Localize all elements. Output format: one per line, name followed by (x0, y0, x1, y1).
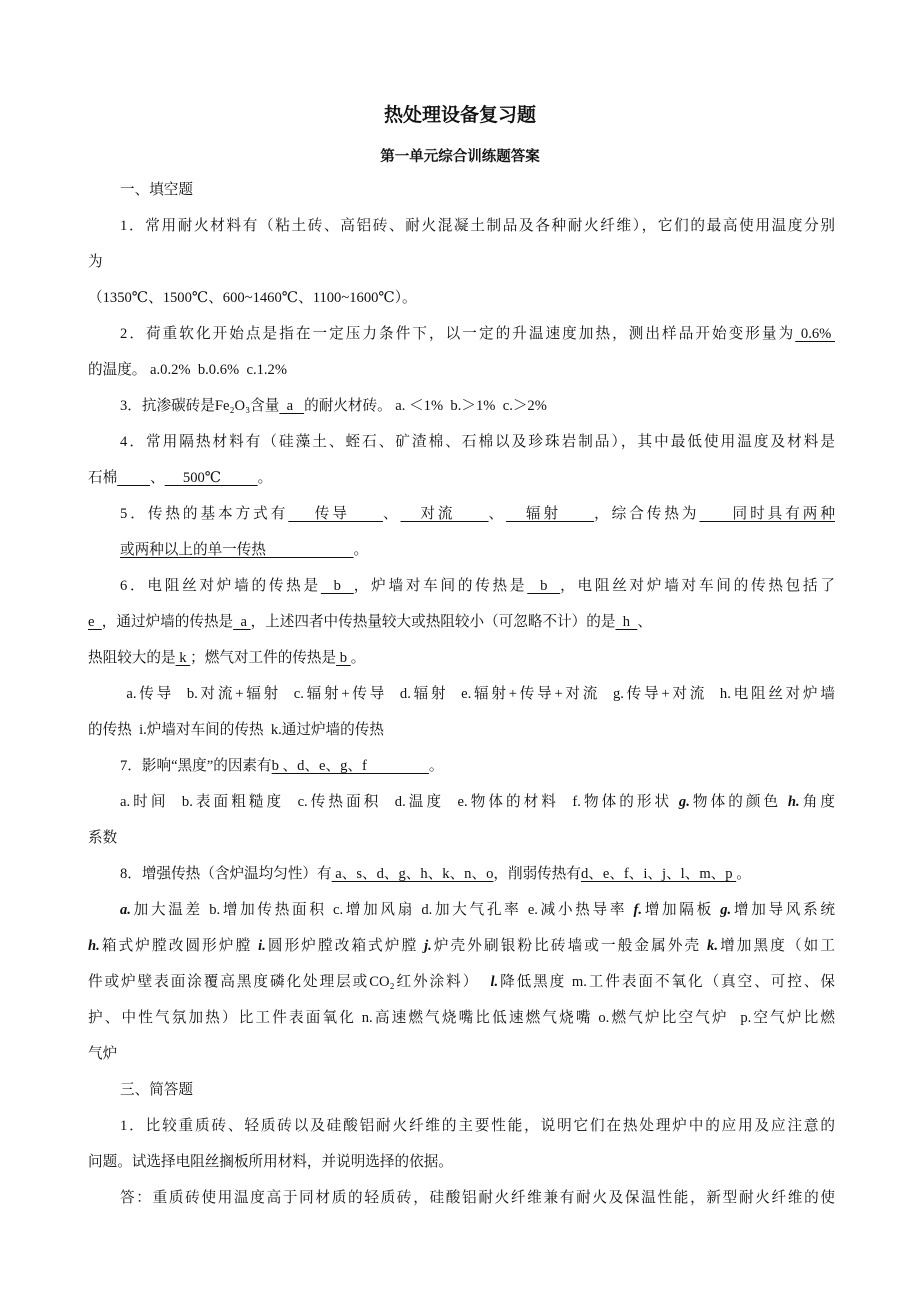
option-label: k. (707, 938, 718, 954)
text-line (88, 1072, 835, 1108)
text-run: 8．增强传热（含炉温均匀性）有 (120, 866, 332, 882)
text-run: 1．比较重质砖、轻质砖以及硅酸铝耐火纤维的主要性能，说明它们在热处理炉中的应用及应注意的 (120, 1118, 835, 1134)
text-line (88, 568, 835, 604)
text-run: ，削弱传热有 (493, 866, 581, 882)
answer-blank: b (336, 650, 351, 666)
answer-blank: 对流 (400, 506, 489, 522)
text-run: （1350℃、1500℃、600~1460℃、1100~1600℃）。 (88, 290, 417, 306)
text-run: 。 (736, 866, 751, 882)
text-run: ，综合传热为 (594, 506, 700, 522)
text-run: 降低黑度 m.工件表面不氧化（真空、可控、保 (498, 974, 835, 990)
answer-blank: e (88, 614, 102, 630)
text-run: 的温度。 a.0.2% b.0.6% c.1.2% (88, 362, 288, 378)
text-line (88, 1108, 835, 1144)
text-line (88, 964, 835, 1000)
answer-blank: 辐射 (506, 506, 595, 522)
text-run: 的耐火材砖。 a. ＜1% b.＞1% c.＞2% (304, 398, 547, 414)
text-run: 、 (150, 470, 165, 486)
text-run: 、 (488, 506, 507, 522)
answer-blank: a (279, 398, 305, 414)
text-run: 系数 (88, 830, 118, 846)
text-run: 热阻较大的是 (88, 650, 176, 666)
answer-blank: 0.6% (795, 326, 835, 342)
text-run: 一、填空题 (120, 182, 193, 198)
answer-blank: b 、d、e、g、f (271, 758, 429, 774)
text-line (88, 208, 835, 244)
answer-blank: 同时具有两种 (699, 506, 835, 522)
text-line (88, 676, 835, 712)
text-run: 5．传热的基本方式有 (120, 506, 289, 522)
text-run: 、 (637, 614, 652, 630)
option-label: h. (88, 938, 100, 954)
text-run: 4．常用隔热材料有（硅藻土、蛭石、矿渣棉、石棉以及珍珠岩制品），其中最低使用温度及材料是 (120, 434, 835, 450)
option-label: h. (787, 794, 800, 810)
text-run: ；燃气对工件的传热是 (190, 650, 337, 666)
text-line (88, 460, 835, 496)
text-line (88, 424, 835, 460)
text-line (88, 784, 835, 820)
text-run: 。 (428, 758, 444, 774)
document-title: 热处理设备复习题 (383, 105, 536, 126)
option-label: j. (424, 938, 432, 954)
text-run: 三、简答题 (120, 1082, 193, 1098)
text-run: 圆形炉膛改箱式炉膛 (265, 938, 425, 954)
text-line (88, 640, 835, 676)
text-run: 1．常用耐火材料有（粘土砖、高铝砖、耐火混凝土制品及各种耐火纤维），它们的最高使用温度分别 (120, 218, 835, 234)
answer-blank: 传导 (288, 506, 383, 522)
text-run: ，炉墙对车间的传热是 (353, 578, 528, 594)
text-line (88, 316, 835, 352)
answer-blank: 500℃ (164, 470, 258, 486)
text-line (88, 352, 835, 388)
text-run: 6．电阻丝对炉墙的传热是 (120, 578, 321, 594)
text-run: a.传导 b.对流+辐射 c.辐射+传导 d.辐射 e.辐射+传导+对流 g.传导+对流 h.电阻丝对炉墙 (120, 686, 835, 702)
text-line (88, 244, 835, 280)
option-label: a. (120, 902, 131, 918)
text-line (88, 820, 835, 856)
text-run: 物体的颜色 (689, 794, 788, 810)
text-run: 2．荷重软化开始点是指在一定压力条件下，以一定的升温速度加热，测出样品开始变形量为 (120, 326, 796, 342)
text-line (88, 748, 835, 784)
text-run: 7．影响“黑度”的因素有 (120, 758, 272, 774)
text-line (88, 856, 835, 892)
option-label: f. (633, 902, 642, 918)
text-line (88, 1180, 835, 1216)
option-label: g. (720, 902, 732, 918)
text-run: 加大温差 b.增加传热面积 c.增加风扇 d.加大气孔率 e.减小热导率 (130, 902, 634, 918)
text-run: 石棉 (88, 470, 118, 486)
text-line (88, 1036, 835, 1072)
text-run: 气炉 (88, 1046, 118, 1062)
text-line (88, 388, 835, 424)
text-line (88, 496, 835, 532)
answer-blank: h (615, 614, 638, 630)
text-line (88, 172, 835, 208)
answer-blank: d、e、f、i、j、l、m、p (580, 866, 737, 882)
text-run: 增加导风系统 (731, 902, 835, 918)
text-line (88, 280, 835, 316)
text-line (88, 1144, 835, 1180)
document-subtitle: 第一单元综合训练题答案 (380, 149, 540, 165)
text-run: ，电阻丝对炉墙对车间的传热包括了 (560, 578, 835, 594)
text-run: 箱式炉膛改圆形炉膛 (99, 938, 259, 954)
answer-blank: 或两种以上的单一传热 (120, 542, 354, 558)
text-run: 、 (382, 506, 401, 522)
option-label: l. (490, 974, 499, 990)
answer-blank: b (320, 578, 354, 594)
text-line (88, 1000, 835, 1036)
text-run: 答：重质砖使用温度高于同材质的轻质砖，硅酸铝耐火纤维兼有耐火及保温性能，新型耐火纤维的使 (120, 1190, 835, 1206)
text-run: 为 (88, 254, 103, 270)
text-run: 件或炉壁表面涂覆高黑度磷化处理层或CO₂红外涂料） (88, 974, 491, 990)
text-run: 问题。试选择电阻丝搁板所用材料，并说明选择的依据。 (88, 1154, 453, 1170)
text-line (88, 604, 835, 640)
text-run: 。 (257, 470, 273, 486)
text-run: 增加黑度（如工 (718, 938, 835, 954)
text-line (88, 532, 835, 568)
text-run: 的传热 i.炉墙对车间的传热 k.通过炉墙的传热 (88, 722, 384, 738)
text-run: 增加隔板 (642, 902, 721, 918)
text-run: 。 (350, 650, 366, 666)
text-run: 。 (353, 542, 369, 558)
text-run: 角度 (799, 794, 835, 810)
text-run: ，上述四者中传热量较大或热阻较小（可忽略不计）的是 (250, 614, 616, 630)
answer-blank: a (233, 614, 251, 630)
answer-blank: b (527, 578, 561, 594)
answer-blank (117, 470, 150, 486)
text-run: 炉壳外刷银粉比砖墙或一般金属外壳 (431, 938, 708, 954)
text-line (88, 712, 835, 748)
option-label: g. (678, 794, 690, 810)
text-run: 护、中性气氛加热）比工件表面氧化 n.高速燃气烧嘴比低速燃气烧嘴 o.燃气炉比空气炉 p.空气炉比燃 (88, 1010, 835, 1026)
answer-blank: a、s、d、g、h、k、n、o (331, 866, 494, 882)
text-line (88, 892, 835, 928)
document-body (88, 172, 835, 1216)
option-label: i. (258, 938, 266, 954)
answer-blank: k (175, 650, 191, 666)
text-run: ，通过炉墙的传热是 (101, 614, 234, 630)
text-run: a.时间 b.表面粗糙度 c.传热面积 d.温度 e.物体的材料 f.物体的形状 (120, 794, 679, 810)
text-run: 3．抗渗碳砖是Fe₂O₃含量 (120, 398, 280, 414)
text-line (88, 928, 835, 964)
